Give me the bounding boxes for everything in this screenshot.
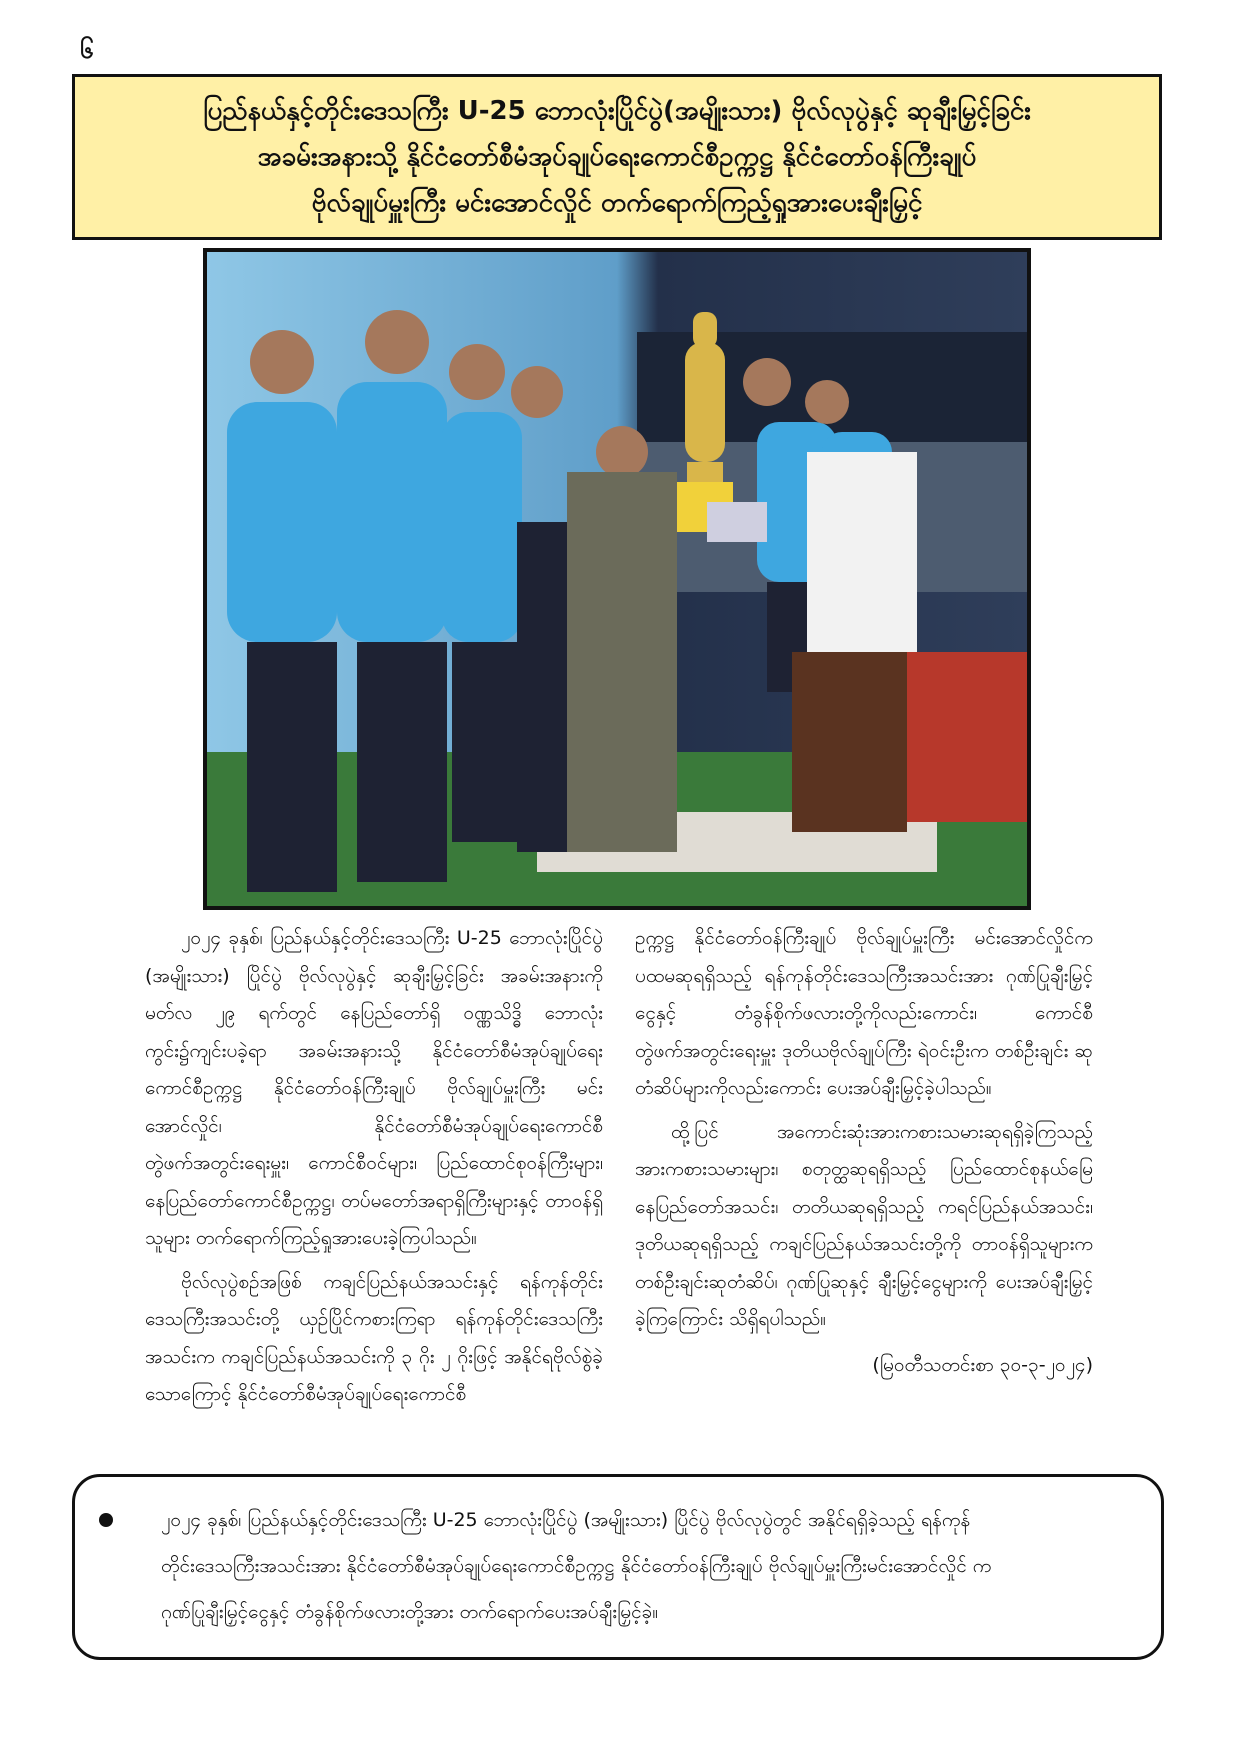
headline-box (72, 74, 1162, 240)
article-source: (မြဝတီသတင်းစာ ၃၀-၃-၂၀၂၄) (872, 1353, 1093, 1376)
headline-line-3: ဗိုလ်ချုပ်မှူးကြီး မင်းအောင်လှိုင် တက်ရောက်ကြည့်ရှုအားပေးချီးမြှင့် (311, 188, 923, 218)
article-paragraph-1: ၂၀၂၄ ခုနှစ်၊ ပြည်နယ်နှင့်တိုင်းဒေသကြီး U-25 ဘောလုံးပြိုင်ပွဲ (အမျိုးသား) ပြိုင်ပွဲ ဗိုလ်လုပွဲနှင့် ဆုချီးမြှင့်ခြင်း အခမ်းအနားကို မတ်လ ၂၉ ရက်တွင် နေပြည်တော်ရှိ ဝဏ္ဏသိဒ္ဓိ ဘောလုံးကွင်း၌ကျင်းပခဲ့ရာ အခမ်းအနားသို့ နိုင်ငံတော်စီမံအုပ်ချုပ်ရေးကောင်စီဥက္ကဋ္ဌ နိုင်ငံတော်ဝန်ကြီးချုပ် ဗိုလ်ချုပ်မှူးကြီး မင်းအောင်လှိုင်၊ နိုင်ငံတော်စီမံအုပ်ချုပ်ရေးကောင်စီ တွဲဖက်အတွင်းရေးမှူး၊ ကောင်စီဝင်များ၊ ပြည်ထောင်စုဝန်ကြီးများ၊ နေပြည်တော်ကောင်စီဥက္ကဋ္ဌ၊ တပ်မတော်အရာရှိကြီးများနှင့် တာဝန်ရှိသူများ တက်ရောက်ကြည့်ရှုအားပေးခဲ့ကြပါသည်။ (145, 927, 603, 1249)
summary-line-2: တိုင်းဒေသကြီးအသင်းအား နိုင်ငံတော်စီမံအုပ်ချုပ်ရေးကောင်စီဥက္ကဋ္ဌ နိုင်ငံတော်ဝန်ကြီးချုပ် ဗိုလ်ချုပ်မှူးကြီးမင်းအောင်လှိုင် က (161, 1555, 992, 1577)
article-paragraph-2: ဗိုလ်လုပွဲစဉ်အဖြစ် ကချင်ပြည်နယ်အသင်းနှင့် ရန်ကုန်တိုင်းဒေသကြီးအသင်းတို့ ယှဉ်ပြိုင်ကစားကြရာ ရန်ကုန်တိုင်းဒေသကြီးအသင်းက ကချင်ပြည်နယ်အသင်းကို ၃ ဂိုး ၂ ဂိုးဖြင့် အနိုင်ရဗိုလ်စွဲခဲ့သောကြောင့် နိုင်ငံတော်စီမံအုပ်ချုပ်ရေးကောင်စီ (145, 1270, 603, 1405)
bullet-icon (99, 1513, 113, 1527)
article-paragraph-3: ဥက္ကဋ္ဌ နိုင်ငံတော်ဝန်ကြီးချုပ် ဗိုလ်ချုပ်မှူးကြီး မင်းအောင်လှိုင်က ပထမဆုရရှိသည့် ရန်ကုန်တိုင်းဒေသကြီးအသင်းအား ဂုဏ်ပြုချီးမြှင့်ငွေနှင့် တံခွန်စိုက်ဖလားတို့ကိုလည်းကောင်း၊ ကောင်စီတွဲဖက်အတွင်းရေးမှူး ဒုတိယဗိုလ်ချုပ်ကြီး ရဲဝင်းဦးက တစ်ဦးချင်း ဆုတံဆိပ်များကိုလည်းကောင်း ပေးအပ်ချီးမြှင့်ခဲ့ပါသည်။ (635, 927, 1093, 1099)
article-right-column (635, 920, 1093, 1384)
article-left-column (145, 920, 603, 1414)
article-paragraph-4: ထို့ပြင် အကောင်းဆုံးအားကစားသမားဆုရရှိခဲ့ကြသည့် အားကစားသမားများ၊ စတုတ္ထဆုရရှိသည့် ပြည်ထောင်စုနယ်မြေ နေပြည်တော်အသင်း၊ တတိယဆုရရှိသည့် ကရင်ပြည်နယ်အသင်း၊ ဒုတိယဆုရရှိသည့် ကချင်ပြည်နယ်အသင်းတို့ကို တာဝန်ရှိသူများက တစ်ဦးချင်းဆုတံဆိပ်၊ ဂုဏ်ပြုဆုနှင့် ချီးမြှင့်ငွေများကို ပေးအပ်ချီးမြှင့်ခဲ့ကြကြောင်း သိရှိရပါသည်။ (635, 1120, 1093, 1330)
news-photo (203, 248, 1031, 910)
summary-line-3: ဂုဏ်ပြုချီးမြှင့်ငွေနှင့် တံခွန်စိုက်ဖလားတို့အား တက်ရောက်ပေးအပ်ချီးမြှင့်ခဲ့။ (161, 1601, 659, 1623)
page-number: ၆ (80, 36, 94, 64)
summary-line-1: ၂၀၂၄ ခုနှစ်၊ ပြည်နယ်နှင့်တိုင်းဒေသကြီး U-25 ဘောလုံးပြိုင်ပွဲ (အမျိုးသား) ပြိုင်ပွဲ ဗိုလ်လုပွဲတွင် အနိုင်ရရှိခဲ့သည့် ရန်ကုန် (161, 1509, 971, 1531)
headline-line-2: အခမ်းအနားသို့ နိုင်ငံတော်စီမံအုပ်ချုပ်ရေးကောင်စီဥက္ကဋ္ဌ နိုင်ငံတော်ဝန်ကြီးချုပ် (257, 142, 977, 172)
headline-line-1: ပြည်နယ်နှင့်တိုင်းဒေသကြီး U-25 ဘောလုံးပြိုင်ပွဲ(အမျိုးသား) ဗိုလ်လုပွဲနှင့် ဆုချီးမြှင့်ခြင်း (203, 96, 1031, 126)
trophy-ceremony-photo (207, 252, 1027, 906)
summary-box (72, 1474, 1164, 1660)
